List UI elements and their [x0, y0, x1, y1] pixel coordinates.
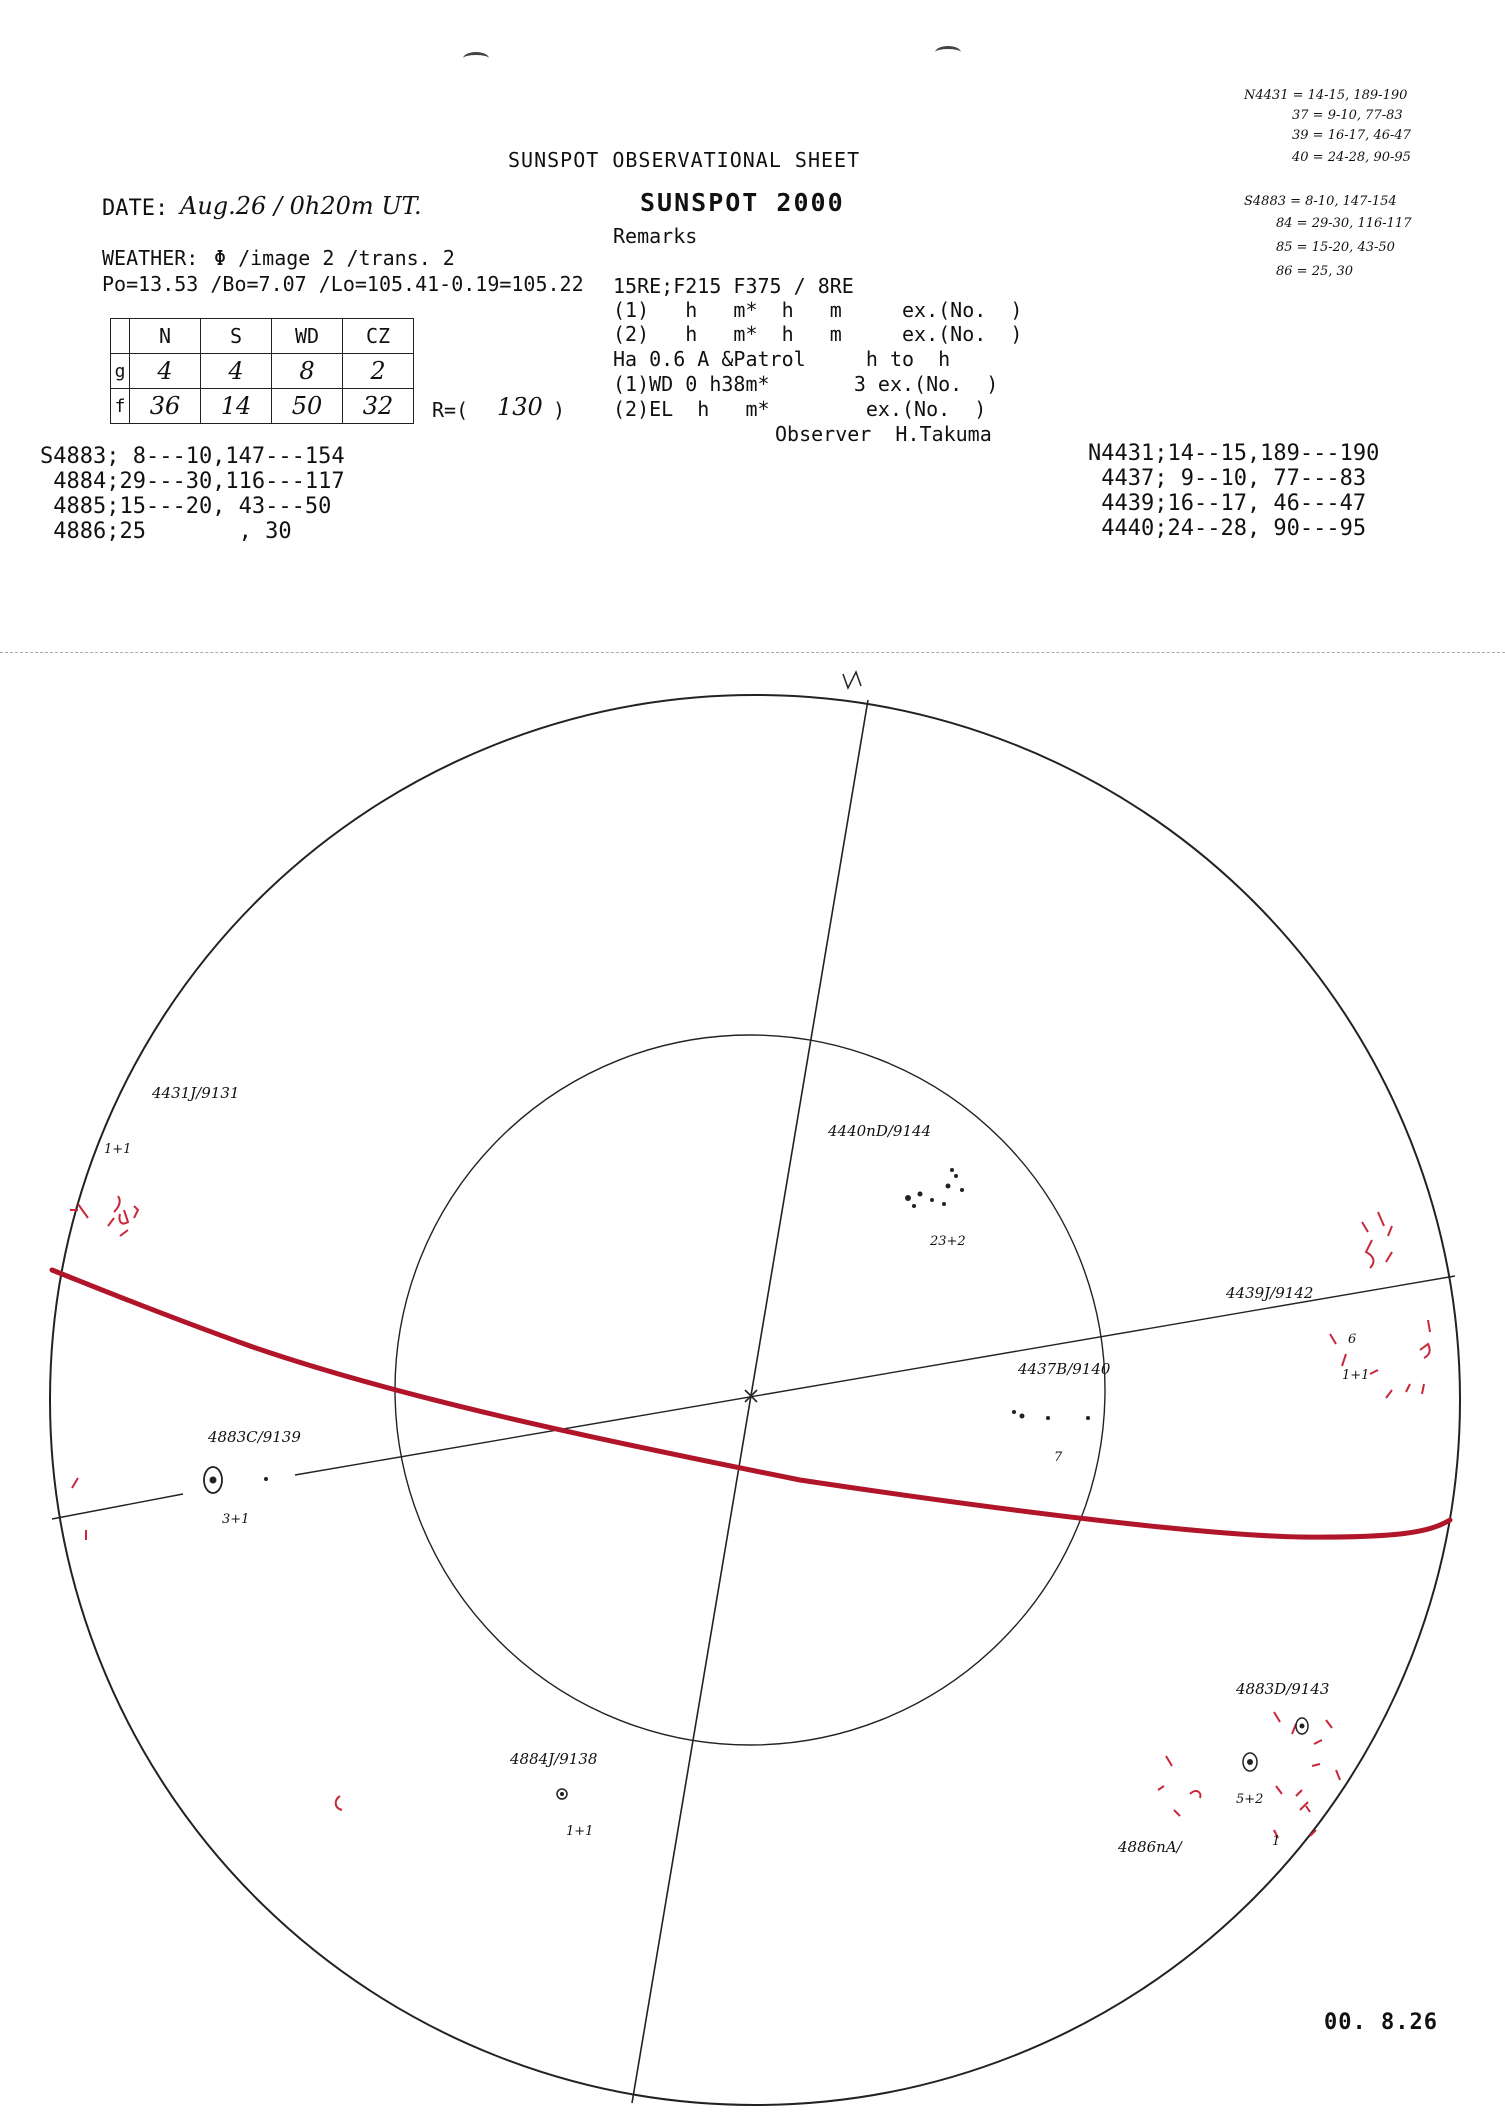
handwritten-note: N4431 = 14-15, 189-190: [1244, 88, 1408, 103]
group-label-4886: 4886nA/: [1118, 1838, 1182, 1856]
group-count-4883d: 5+2: [1236, 1792, 1264, 1807]
south-group-line: 4884;29---30,116---117: [40, 469, 345, 494]
north-group-line: 4439;16--17, 46---47: [1088, 491, 1367, 516]
observer-line: Observer H.Takuma: [775, 422, 992, 446]
latitude-curve-red: [52, 1270, 1450, 1537]
table-header-wd: WD: [272, 319, 343, 354]
weather-value: Φ /image 2 /trans. 2: [214, 246, 455, 270]
south-group-line: 4885;15---20, 43---50: [40, 494, 332, 519]
table-header-cz: CZ: [343, 319, 414, 354]
group-label-4883d: 4883D/9143: [1236, 1680, 1330, 1698]
date-value: Aug.26 / 0h20m UT.: [180, 192, 422, 220]
faculae-right: [1158, 1212, 1430, 1838]
remarks-line: (2) h m* h m ex.(No. ): [613, 322, 1023, 346]
table-cell: 2: [343, 354, 414, 389]
group-label-4431: 4431J/9131: [152, 1084, 240, 1102]
handwritten-note: 84 = 29-30, 116-117: [1276, 216, 1412, 231]
sunspots-4884: [557, 1789, 567, 1799]
handwritten-note: S4883 = 8-10, 147-154: [1244, 194, 1397, 209]
north-group-line: 4437; 9--10, 77---83: [1088, 466, 1367, 491]
table-cell: 4: [130, 354, 201, 389]
sunspots-4440: [905, 1168, 964, 1208]
stamp-date: 00. 8.26: [1324, 2010, 1438, 2035]
group-count-4883c: 3+1: [222, 1512, 250, 1527]
sheet-title: SUNSPOT OBSERVATIONAL SHEET: [508, 148, 861, 172]
handwritten-note: 85 = 15-20, 43-50: [1276, 240, 1395, 255]
group-label-4884: 4884J/9138: [510, 1750, 598, 1768]
equator-line-left: [52, 1494, 183, 1519]
table-cell: 32: [343, 389, 414, 424]
group-count-4431: 1+1: [104, 1142, 132, 1157]
solar-params: Po=13.53 /Bo=7.07 /Lo=105.41-0.19=105.22: [102, 272, 584, 296]
remarks-line: (1) h m* h m ex.(No. ): [613, 298, 1023, 322]
remarks-line: (1)WD 0 h38m* 3 ex.(No. ): [613, 372, 999, 396]
remarks-line: (2)EL h m* ex.(No. ): [613, 397, 987, 421]
group-count-4437: 7: [1054, 1450, 1063, 1465]
handwritten-note: 40 = 24-28, 90-95: [1292, 150, 1411, 165]
remarks-line: 15RE;F215 F375 / 8RE: [613, 274, 854, 298]
group-label-4439: 4439J/9142: [1226, 1284, 1314, 1302]
table-header-n: N: [130, 319, 201, 354]
group-count-4886: 1: [1272, 1834, 1281, 1849]
table-header-s: S: [201, 319, 272, 354]
group-count-4439: 1+1: [1342, 1368, 1370, 1383]
date-label: DATE:: [102, 196, 169, 221]
table-cell: 50: [272, 389, 343, 424]
north-group-line: N4431;14--15,189---190: [1088, 441, 1380, 466]
inner-reference-circle: [395, 1035, 1105, 1745]
equator-line-right: [295, 1276, 1455, 1475]
sunspots-4437: [1012, 1410, 1090, 1420]
table-cell: 36: [130, 389, 201, 424]
r-number-value: 130: [497, 393, 543, 421]
remarks-label: Remarks: [613, 224, 698, 248]
south-group-line: 4886;25 , 30: [40, 519, 292, 544]
r-number-label: R=(: [432, 398, 469, 422]
weather-label: WEATHER:: [102, 246, 199, 270]
group-label-4883c: 4883C/9139: [208, 1428, 301, 1446]
group-count-4440: 23+2: [930, 1234, 966, 1249]
table-row-label-f: f: [111, 389, 130, 424]
group-label-4440: 4440nD/9144: [828, 1122, 932, 1140]
group-label-4437: 4437B/9140: [1018, 1360, 1111, 1378]
remarks-line: Ha 0.6 A &Patrol h to h: [613, 347, 951, 371]
north-group-line: 4440;24--28, 90---95: [1088, 516, 1367, 541]
r-number-close: ): [553, 398, 566, 422]
faculae-left: [70, 1196, 342, 1810]
sunspots-4883d: [1243, 1718, 1308, 1771]
table-cell: 8: [272, 354, 343, 389]
group-count-4884: 1+1: [566, 1824, 594, 1839]
central-meridian-line: [632, 700, 868, 2103]
table-row-label-g: g: [111, 354, 130, 389]
handwritten-note: 86 = 25, 30: [1276, 264, 1354, 279]
south-group-line: S4883; 8---10,147---154: [40, 444, 345, 469]
table-cell: 14: [201, 389, 272, 424]
sunspots-4883c: [204, 1467, 268, 1493]
annotation-6: 6: [1348, 1332, 1357, 1347]
handwritten-note: 37 = 9-10, 77-83: [1292, 108, 1403, 123]
table-cell: 4: [201, 354, 272, 389]
sheet-subtitle: SUNSPOT 2000: [640, 188, 845, 217]
handwritten-note: 39 = 16-17, 46-47: [1292, 128, 1411, 143]
